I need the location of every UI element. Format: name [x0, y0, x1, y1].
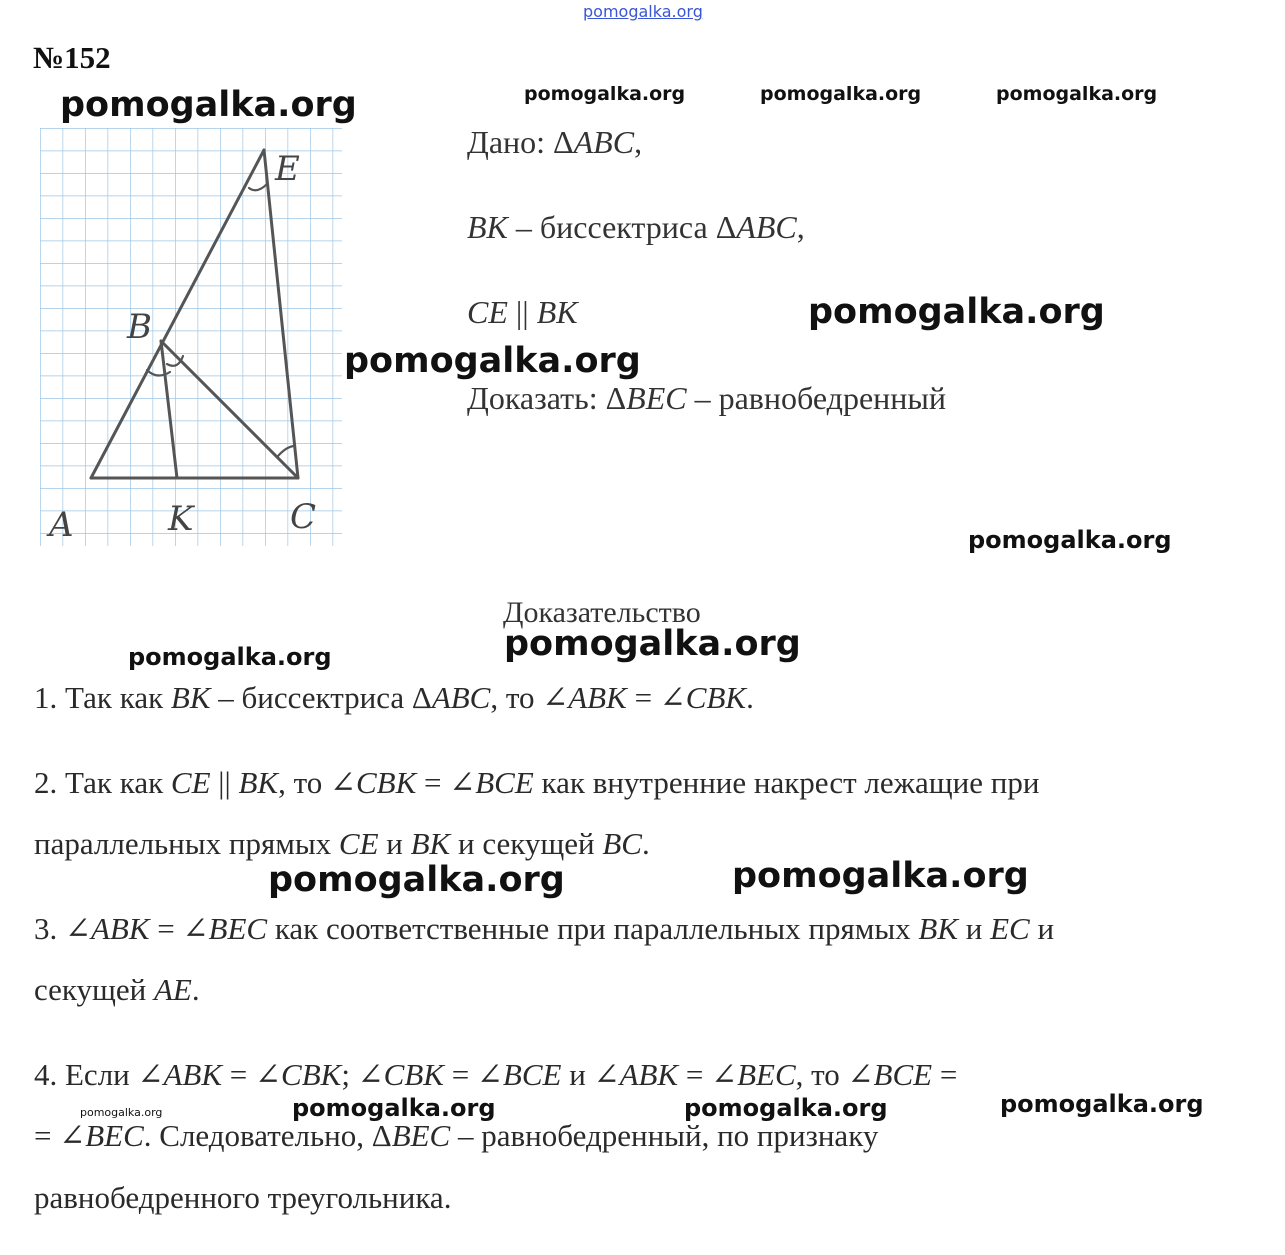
- proof-heading: Доказательство: [503, 596, 701, 629]
- text: – равнобедренный: [686, 380, 947, 416]
- segment: EC: [990, 911, 1030, 946]
- watermark-top-link[interactable]: pomogalka.org: [583, 2, 703, 21]
- triangle-abc: ABC: [736, 209, 797, 245]
- angle: BEC: [208, 911, 268, 946]
- watermark: pomogalka.org: [60, 85, 357, 125]
- angle: BEC: [85, 1118, 144, 1153]
- proof-step-4-line-1: [34, 1057, 957, 1093]
- proof-step-4-line-3: [34, 1180, 451, 1216]
- segment-bk: BK: [467, 209, 508, 245]
- text: как соответственные при параллельных прямых: [267, 911, 919, 946]
- label-b: B: [127, 307, 152, 347]
- triangle: BEC: [391, 1118, 451, 1153]
- angle: CBK: [355, 765, 417, 800]
- punct: ,: [796, 209, 805, 245]
- punct: ,: [634, 124, 643, 160]
- angle: BCE: [502, 1057, 562, 1092]
- text: параллельных прямых: [34, 826, 339, 861]
- segment: BK: [170, 680, 211, 715]
- watermark: pomogalka.org: [344, 341, 641, 381]
- grid-paper: [40, 128, 342, 546]
- text: , то ∠: [795, 1057, 874, 1092]
- watermark: pomogalka.org: [524, 83, 686, 105]
- angle: CBK: [281, 1057, 342, 1092]
- proof-step-2-line-2: [34, 826, 650, 862]
- text: и секущей: [450, 826, 603, 861]
- triangle-abc: ABC: [573, 124, 635, 160]
- text: = ∠: [443, 1057, 503, 1092]
- proof-step-3-line-1: [34, 911, 1054, 947]
- angle: BCE: [873, 1057, 933, 1092]
- angle: BEC: [737, 1057, 796, 1092]
- given-line-1: [467, 124, 642, 161]
- text: =: [932, 1057, 958, 1092]
- watermark: pomogalka.org: [292, 1094, 496, 1122]
- text: ; ∠: [341, 1057, 384, 1092]
- given-line-2: [467, 209, 805, 246]
- text: – биссектриса Δ: [507, 209, 737, 245]
- proof-step-4-line-2: [34, 1118, 878, 1154]
- watermark: pomogalka.org: [968, 526, 1172, 554]
- text: 3. ∠: [34, 911, 91, 946]
- text: .: [641, 826, 650, 861]
- angle: BCE: [475, 765, 534, 800]
- text: .: [191, 972, 200, 1007]
- angle: ABK: [568, 680, 627, 715]
- label-c: C: [290, 497, 317, 537]
- label-e: E: [275, 149, 300, 189]
- text: . Следовательно, Δ: [143, 1118, 392, 1153]
- text: как внутренние накрест лежащие при: [533, 765, 1040, 800]
- label-a: A: [49, 505, 74, 545]
- watermark: pomogalka.org: [128, 643, 332, 671]
- proof-step-2-line-1: [34, 765, 1039, 801]
- text: и ∠: [561, 1057, 620, 1092]
- text: и: [958, 911, 991, 946]
- given-line-3: [467, 294, 578, 331]
- watermark: pomogalka.org: [732, 856, 1029, 896]
- text: .: [746, 680, 754, 715]
- triangle: ABC: [431, 680, 491, 715]
- text: 1. Так как: [34, 680, 171, 715]
- text: ||: [210, 765, 239, 800]
- segment: AE: [154, 972, 192, 1007]
- segment: BK: [410, 826, 451, 861]
- segment: BK: [238, 765, 279, 800]
- angle: ABK: [90, 911, 150, 946]
- text: = ∠: [149, 911, 209, 946]
- angle: ABK: [619, 1057, 679, 1092]
- angle: CBK: [383, 1057, 444, 1092]
- proof-step-3-line-2: [34, 972, 200, 1008]
- text: = ∠: [626, 680, 686, 715]
- prove-label: Доказать: Δ: [467, 380, 627, 416]
- text: = ∠: [678, 1057, 738, 1092]
- text: , то ∠: [278, 765, 356, 800]
- text: равнобедренного треугольника.: [34, 1180, 452, 1215]
- watermark: pomogalka.org: [760, 83, 922, 105]
- segment: BK: [918, 911, 959, 946]
- prove-line: [467, 380, 946, 417]
- text: = ∠: [416, 765, 476, 800]
- watermark: pomogalka.org: [80, 1106, 163, 1119]
- text: секущей: [34, 972, 154, 1007]
- segment-bk: BK: [536, 294, 578, 330]
- segment: BC: [602, 826, 642, 861]
- text: , то ∠: [490, 680, 569, 715]
- proof-step-1: [34, 680, 754, 716]
- text: и: [378, 826, 411, 861]
- grid-drawing: [35, 128, 345, 550]
- triangle-figure: [35, 128, 345, 550]
- given-label: Дано: Δ: [467, 124, 574, 160]
- text: = ∠: [222, 1057, 282, 1092]
- text: 2. Так как: [34, 765, 171, 800]
- text: = ∠: [34, 1118, 86, 1153]
- watermark: pomogalka.org: [1000, 1090, 1204, 1118]
- text: и: [1029, 911, 1055, 946]
- segment: CE: [170, 765, 211, 800]
- text: – равнобедренный, по признаку: [450, 1118, 879, 1153]
- label-k: K: [168, 499, 194, 539]
- watermark: pomogalka.org: [268, 860, 565, 900]
- segment: CE: [338, 826, 379, 861]
- watermark: pomogalka.org: [504, 624, 801, 664]
- watermark: pomogalka.org: [996, 83, 1158, 105]
- text: 4. Если ∠: [34, 1057, 164, 1092]
- segment-ce: CE: [467, 294, 508, 330]
- problem-number: №152: [33, 40, 111, 75]
- text: – биссектриса Δ: [210, 680, 432, 715]
- angle: CBK: [685, 680, 747, 715]
- watermark: pomogalka.org: [808, 292, 1105, 332]
- triangle-bec: BEC: [626, 380, 687, 416]
- watermark: pomogalka.org: [684, 1094, 888, 1122]
- angle: ABK: [163, 1057, 223, 1092]
- parallel-sign: ||: [507, 294, 537, 330]
